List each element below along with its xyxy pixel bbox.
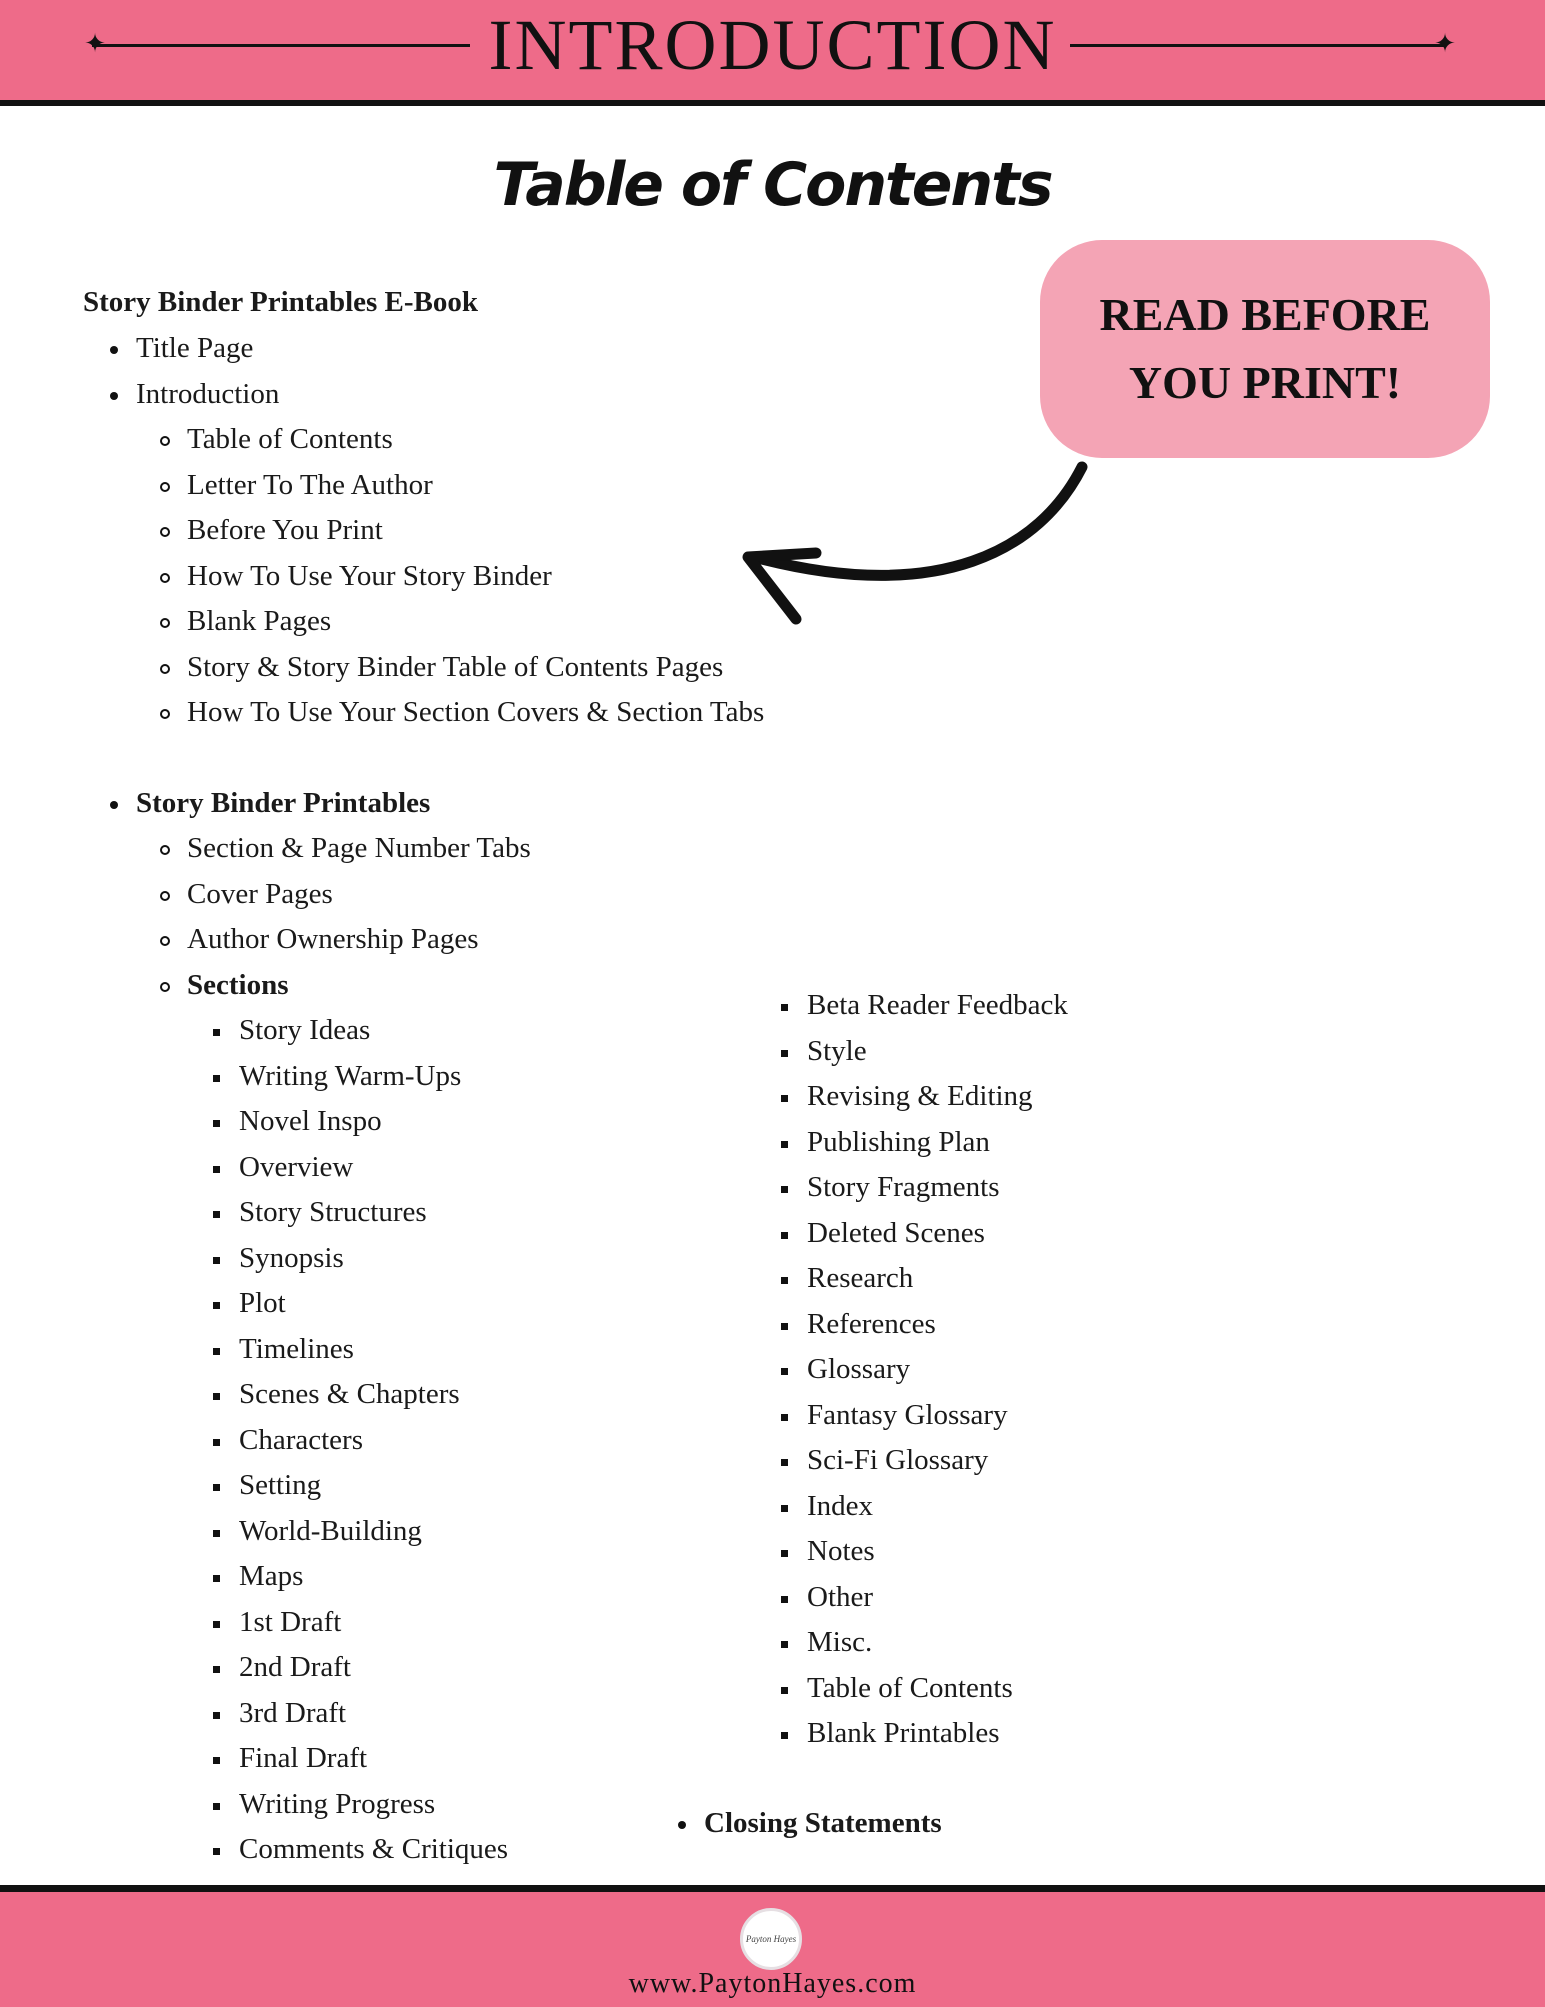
section-item: Beta Reader Feedback [807, 985, 1068, 1025]
section-item: Overview [239, 1147, 353, 1187]
section-item: Story Fragments [807, 1167, 1000, 1207]
section-item: Revising & Editing [807, 1076, 1033, 1116]
arrow-icon [730, 455, 1090, 645]
toc-subitem: Cover Pages [187, 874, 333, 914]
sparkle-icon: ✦ [84, 29, 106, 59]
section-item: Research [807, 1258, 913, 1298]
section-item: Setting [239, 1465, 321, 1505]
toc-subitem: Story & Story Binder Table of Contents Pages [187, 647, 723, 687]
section-item: Scenes & Chapters [239, 1374, 460, 1414]
toc-subitem: Letter To The Author [187, 465, 433, 505]
section-item: Fantasy Glossary [807, 1395, 1008, 1435]
callout-text: READ BEFORE YOU PRINT! [1099, 289, 1431, 408]
section-item: Synopsis [239, 1238, 344, 1278]
section-item: Deleted Scenes [807, 1213, 985, 1253]
section-item: Final Draft [239, 1738, 367, 1778]
brand-logo [740, 1908, 802, 1970]
section-item: Plot [239, 1283, 286, 1323]
toc-subitem: Blank Pages [187, 601, 331, 641]
header-band [0, 0, 1545, 106]
page-title: INTRODUCTION [488, 5, 1057, 85]
toc-subitem: How To Use Your Section Covers & Section Tabs [187, 692, 764, 732]
toc-section-heading: Story Binder Printables [136, 783, 430, 823]
section-item: 2nd Draft [239, 1647, 351, 1687]
toc-item: Introduction [136, 374, 279, 414]
section-item: Other [807, 1577, 873, 1617]
section-item: Publishing Plan [807, 1122, 990, 1162]
section-item: Timelines [239, 1329, 354, 1369]
section-item: Table of Contents [807, 1668, 1013, 1708]
section-item: Characters [239, 1420, 363, 1460]
read-before-print-callout [1040, 240, 1490, 458]
logo-text: Payton Hayes [745, 1934, 797, 1944]
toc-heading: Story Binder Printables E-Book [83, 286, 479, 318]
section-item: Novel Inspo [239, 1101, 382, 1141]
section-item: Sci-Fi Glossary [807, 1440, 988, 1480]
section-item: Comments & Critiques [239, 1829, 508, 1869]
section-item: Story Structures [239, 1192, 427, 1232]
section-item: Style [807, 1031, 867, 1071]
toc-subitem: How To Use Your Story Binder [187, 556, 552, 596]
section-item: Glossary [807, 1349, 910, 1389]
section-item: 1st Draft [239, 1602, 341, 1642]
footer-website[interactable]: www.PaytonHayes.com [628, 1968, 917, 1999]
toc-subitem: Before You Print [187, 510, 383, 550]
section-item: 3rd Draft [239, 1693, 346, 1733]
toc-closing-heading: Closing Statements [704, 1803, 942, 1843]
section-item: Maps [239, 1556, 303, 1596]
section-item: References [807, 1304, 936, 1344]
toc-subitem: Section & Page Number Tabs [187, 828, 531, 868]
toc-subitem: Table of Contents [187, 419, 393, 459]
section-item: Story Ideas [239, 1010, 370, 1050]
section-item: Writing Progress [239, 1784, 435, 1824]
toc-subitem: Author Ownership Pages [187, 919, 479, 959]
toc-sections-heading: Sections [187, 965, 289, 1005]
section-item: Misc. [807, 1622, 872, 1662]
section-item: Blank Printables [807, 1713, 1000, 1753]
sparkle-icon: ✦ [1434, 29, 1456, 59]
section-item: Index [807, 1486, 873, 1526]
section-subtitle: Table of Contents [493, 150, 1052, 220]
section-item: Notes [807, 1531, 875, 1571]
section-item: Writing Warm-Ups [239, 1056, 461, 1096]
toc-item: Title Page [136, 328, 253, 368]
section-item: World-Building [239, 1511, 422, 1551]
